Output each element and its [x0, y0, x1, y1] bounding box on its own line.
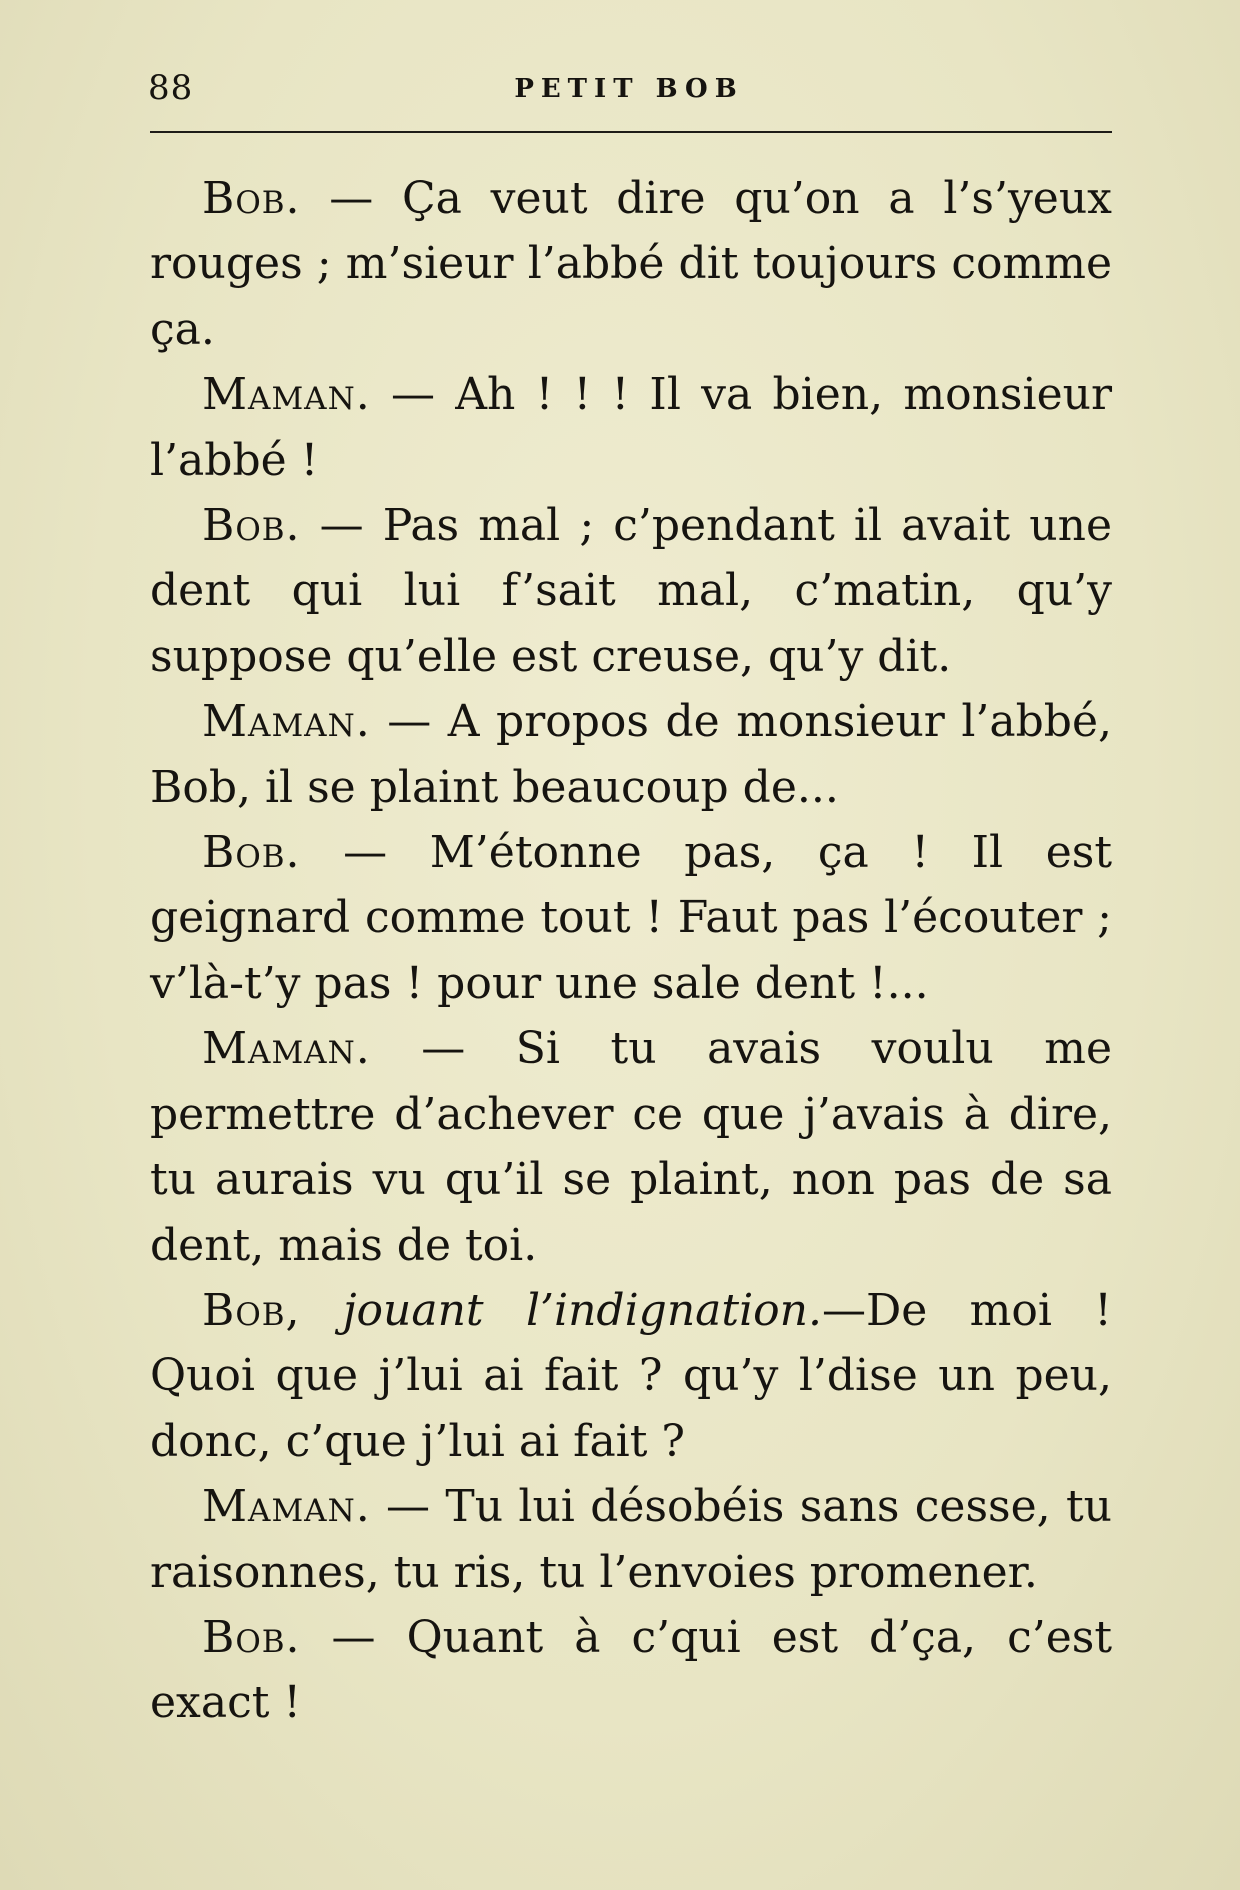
paragraph-text: Ça veut dire qu’on a l’s’yeux rouges ; m’sieur l’abbé dit toujours comme ça. [150, 173, 1112, 355]
dialogue-paragraph [150, 689, 1112, 820]
speaker-name: Bob. [202, 500, 301, 552]
stage-direction: jouant l’indignation. [300, 1284, 822, 1336]
dialogue-paragraph [150, 1278, 1112, 1474]
paragraph-text: Tu lui désobéis sans cesse, tu raisonnes, tu ris, tu l’envoies promener. [150, 1481, 1112, 1598]
page-number: 88 [148, 68, 194, 108]
dash: — [370, 1481, 446, 1533]
dialogue-paragraph [150, 1474, 1112, 1605]
dash: — [370, 696, 448, 748]
speaker-name: Maman. [202, 369, 371, 421]
dash: — [300, 500, 383, 552]
header-rule [150, 131, 1112, 133]
speaker-name: Maman. [202, 696, 371, 748]
speaker-name: Maman. [202, 1023, 371, 1075]
dash: — [300, 827, 430, 879]
page-header [148, 68, 1110, 108]
running-title: PETIT BOB [514, 74, 744, 104]
dialogue-paragraph [150, 1016, 1112, 1278]
paragraph-text: Quant à c’qui est d’ça, c’est exact ! [150, 1611, 1112, 1729]
paragraph-text: Pas mal ; c’pendant il avait une dent qui lui f’sait mal, c’matin, qu’y suppose qu’elle est creuse, qu’y dit. [150, 500, 1112, 682]
paragraph-text: De moi ! Quoi que j’lui ai fait ? qu’y l’dise un peu, donc, c’que j’lui ai fait ? [150, 1284, 1112, 1467]
dialogue-paragraph [150, 820, 1112, 1016]
dialogue-text [150, 166, 1112, 1736]
paragraph-text: Ah ! ! ! Il va bien, monsieur l’abbé ! [150, 369, 1112, 486]
speaker-name: Bob. [202, 173, 301, 224]
dialogue-paragraph [150, 166, 1112, 362]
dash: — [370, 1023, 516, 1075]
speaker-name: Bob, [202, 1284, 301, 1336]
paragraph-text: M’étonne pas, ça ! Il est geignard comme tout ! Faut pas l’écouter ; v’là-t’y pas ! pour une sale dent !... [150, 827, 1112, 1009]
dash: — [300, 1611, 407, 1663]
speaker-name: Maman. [202, 1481, 371, 1533]
dash: — [370, 369, 456, 421]
paragraph-text: Si tu avais voulu me permettre d’achever ce que j’avais à dire, tu aurais vu qu’il se plaint, non pas de sa dent, mais de toi. [150, 1023, 1112, 1271]
dialogue-paragraph [150, 1605, 1112, 1736]
dash: — [821, 1284, 866, 1336]
speaker-name: Bob. [202, 827, 301, 879]
speaker-name: Bob. [202, 1611, 301, 1663]
dialogue-paragraph [150, 362, 1112, 493]
paragraph-text: A propos de monsieur l’abbé, Bob, il se plaint beaucoup de... [150, 696, 1112, 813]
dash: — [300, 173, 402, 224]
dialogue-paragraph [150, 493, 1112, 689]
